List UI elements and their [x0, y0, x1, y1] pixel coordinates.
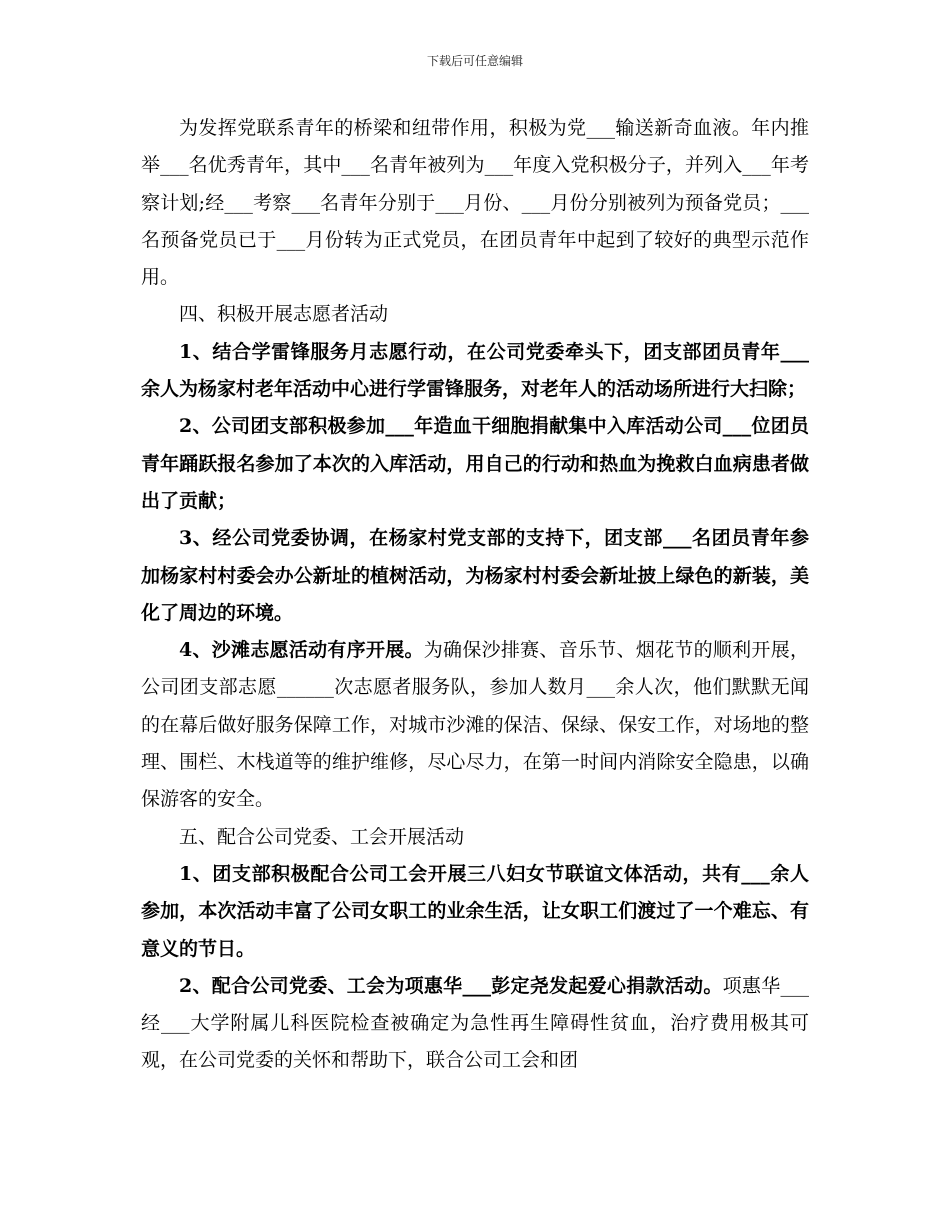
- paragraph-party-contact: 为发挥党联系青年的桥梁和纽带作用，积极为党___输送新奇血液。年内推举___名优秀青年，其中___名青年被列为___年度入党积极分子，并列入___年考察计划;经___考察___名青年分别于___月份、___月份分别被列为预备党员；___名预备党员已于___月份转为正式党员，在团员青年中起到了较好的典型示范作用。: [141, 117, 809, 289]
- paragraph-body: 为确保沙排赛、音乐节、烟花节的顺利开展，公司团支部志愿______次志愿者服务队，参加人数月___余人次，他们默默无闻的在幕后做好服务保障工作，对城市沙滩的保洁、保绿、保安工作，对场地的整理、围栏、木栈道等的维护维修，尽心尽力，在第一时间内消除安全隐患，以确保游客的安全。: [141, 639, 809, 811]
- paragraph-volunteer-2: 2、公司团支部积极参加___年造血干细胞捐献集中入库活动公司___位团员青年踊跃报名参加了本次的入库活动，用自己的行动和热血为挽救白血病患者做出了贡献；: [141, 415, 809, 512]
- page-header: 下载后可任意编辑: [426, 54, 523, 68]
- paragraph-lead: 4、沙滩志愿活动有序开展。: [179, 639, 424, 662]
- paragraph-union-2: [141, 968, 809, 1080]
- document-body: [141, 110, 809, 1080]
- paragraph-volunteer-3: 3、经公司党委协调，在杨家村党支部的支持下，团支部___名团员青年参加杨家村村委会办公新址的植树活动，为杨家村村委会新址披上绿色的新装，美化了周边的环境。: [141, 527, 809, 624]
- paragraph-lead: 2、配合公司党委、工会为项惠华___彭定尧发起爱心捐款活动。: [179, 974, 723, 997]
- section-heading-union: 五、配合公司党委、工会开展活动: [179, 825, 465, 848]
- paragraph-body: 项惠华___经___大学附属儿科医院检查被确定为急性再生障碍性贫血，治疗费用极其可观，在公司党委的关怀和帮助下，联合公司工会和团: [141, 974, 809, 1072]
- section-heading-volunteer: 四、积极开展志愿者活动: [179, 303, 389, 326]
- paragraph-union-1: 1、团支部积极配合公司工会开展三八妇女节联谊文体活动，共有___余人参加，本次活动丰富了公司女职工的业余生活，让女职工们渡过了一个难忘、有意义的节日。: [141, 862, 809, 960]
- paragraph-volunteer-4: [141, 632, 809, 818]
- paragraph-volunteer-1: 1、结合学雷锋服务月志愿行动，在公司党委牵头下，团支部团员青年___余人为杨家村老年活动中心进行学雷锋服务，对老年人的活动场所进行大扫除；: [141, 340, 809, 401]
